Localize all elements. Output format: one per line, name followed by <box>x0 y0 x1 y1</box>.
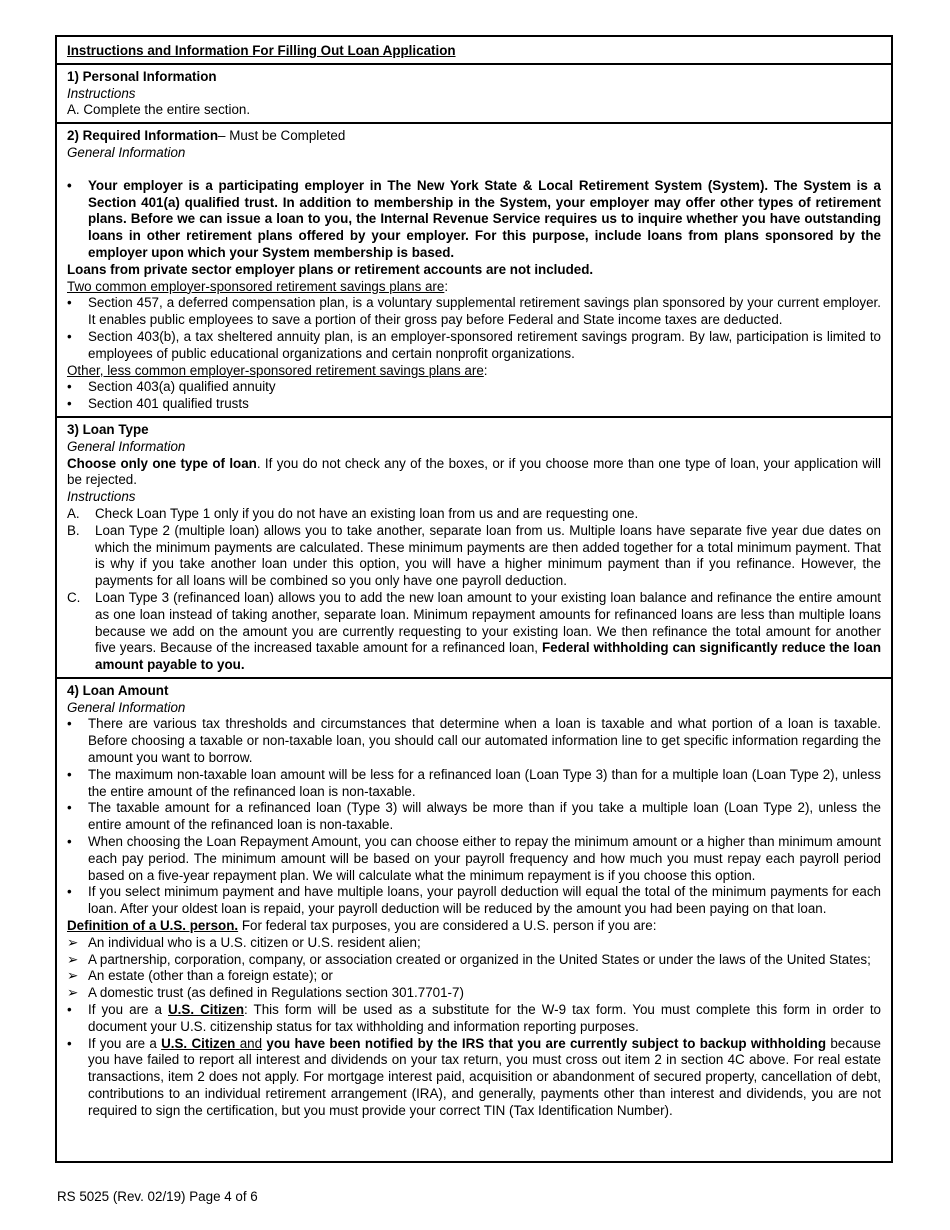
instructions-form <box>55 35 893 1163</box>
section-subheading: General Information <box>67 699 186 715</box>
section-loan-amount <box>57 679 891 1123</box>
section-required-information <box>57 124 891 418</box>
page-footer: RS 5025 (Rev. 02/19) Page 4 of 6 <box>57 1189 258 1204</box>
bullet-icon: • <box>67 766 72 782</box>
arrow-bullet-icon: ➢ <box>67 934 79 950</box>
list-item: • When choosing the Loan Repayment Amount, you can choose either to repay the minimum amount or a higher than minimum amount each pay period. The minimum amount will be based on your payroll frequency and how much you must repay each payroll period based on a five-year repayment plan. We will calculate what the minimum repayment is if you choose this option. <box>67 834 881 883</box>
page-title: Instructions and Information For Filling Out Loan Application <box>67 43 456 58</box>
section-heading: 2) Required Information– Must be Completed <box>67 128 346 144</box>
bullet-icon: • <box>67 177 72 193</box>
instructions-subheading: Instructions <box>67 489 136 505</box>
arrow-bullet-icon: ➢ <box>67 951 79 967</box>
list-item: ➢ An individual who is a U.S. citizen or U.S. resident alien; <box>67 934 421 950</box>
section-subheading: General Information <box>67 438 186 454</box>
arrow-bullet-icon: ➢ <box>67 968 79 984</box>
section-personal-information <box>57 65 891 124</box>
bullet-icon: • <box>67 328 72 344</box>
title-section <box>57 37 891 65</box>
list-item: • Your employer is a participating employer in The New York State & Local Retirement System (System). The System is a Section 401(a) qualified trust. In addition to membership in the System, your employer may offer other types of retirement plans. Before we can issue a loan to you, the Internal Revenue Service requires us to inquire whether you have outstanding loans in other retirement plans offered by your employer. For this purpose, include loans from plans sponsored by the employer upon which your System membership is based. <box>67 177 881 260</box>
list-item: • Section 403(a) qualified annuity <box>67 379 276 395</box>
bullet-icon: • <box>67 1035 72 1051</box>
list-item: ➢ A partnership, corporation, company, or association created or organized in the United States or under the laws of the United States; <box>67 951 871 967</box>
bullet-icon: • <box>67 1002 72 1018</box>
choose-one-notice: Choose only one type of loan. If you do not check any of the boxes, or if you choose more than one type of loan, your application will be rejected. <box>67 455 881 488</box>
list-item: ➢ A domestic trust (as defined in Regulations section 301.7701-7) <box>67 985 464 1001</box>
section-heading: 1) Personal Information <box>67 68 217 84</box>
other-plans-label: Other, less common employer-sponsored retirement savings plans are: <box>67 362 488 378</box>
bullet-icon: • <box>67 800 72 816</box>
list-item: A. Check Loan Type 1 only if you do not have an existing loan from us and are requesting one. <box>67 505 639 521</box>
section-heading: 3) Loan Type <box>67 421 149 437</box>
bullet-icon: • <box>67 884 72 900</box>
bullet-icon: • <box>67 295 72 311</box>
list-item: • If you are a U.S. Citizen and you have been notified by the IRS that you are currently subject to backup withholding because you have failed to report all interest and dividends on your tax return, you must cross out item 2 in section 4C above. For real estate transactions, item 2 does not apply. For mortgage interest paid, acquisition or abandonment of secured property, cancellation of debt, contributions to an individual retirement arrangement (IRA), and generally, payments other than interest and dividends, you are not required to sign the certification, but you must provide your correct TIN (Tax Identification Number). <box>67 1035 881 1118</box>
list-item: • Section 401 qualified trusts <box>67 396 249 412</box>
list-item: C. Loan Type 3 (refinanced loan) allows you to add the new loan amount to your existing loan balance and refinance the entire amount as one loan instead of taking another, separate loan. Minimum repayment amounts for refinanced loans are less than multiple loans because we add on the amount you are currently requesting to your existing loan. We then refinance the total amount for another five years. Because of the increased taxable amount for a refinanced loan, Federal withholding can significantly reduce the loan amount payable to you. <box>67 589 882 673</box>
list-item: • Section 457, a deferred compensation plan, is a voluntary supplemental retirement savings plan sponsored by your current employer. It enables public employees to save a portion of their gross pay before Federal and State income taxes are deducted. <box>67 295 881 328</box>
list-item: • If you select minimum payment and have multiple loans, your payroll deduction will equal the total of the minimum payments for each loan. After your oldest loan is repaid, your payroll deduction will be reduced by the amount you had been paying on that loan. <box>67 884 881 917</box>
section-heading: 4) Loan Amount <box>67 682 169 698</box>
list-item: B. Loan Type 2 (multiple loan) allows you to take another, separate loan from us. Multiple loans have separate five year due dates on which the minimum payments are calculated. These minimum payments are then added together for a total minimum payment. That is why if you take another loan under this option, you will have a higher minimum payment than if you refinance. However, the payments for all loans will be combined so you only have one payroll deduction. <box>67 522 881 589</box>
section-subheading: Instructions <box>67 85 136 101</box>
list-item: • If you are a U.S. Citizen: This form will be used as a substitute for the W-9 tax form. You must complete this form in order to document your U.S. citizenship status for tax withholding and information reporting purposes. <box>67 1002 882 1034</box>
arrow-bullet-icon: ➢ <box>67 985 79 1001</box>
list-item: • There are various tax thresholds and circumstances that determine when a loan is taxable and what portion of a loan is taxable. Before choosing a taxable or non-taxable loan, you should call our automated information line to get specific information regarding the amount you want to borrow. <box>67 716 881 766</box>
bullet-icon: • <box>67 834 72 850</box>
bullet-icon: • <box>67 379 72 395</box>
list-item: • Section 403(b), a tax sheltered annuity plan, is an employer-sponsored retirement savings program. By law, participation is limited to employees of public educational organizations and certain nonprofit organizations. <box>67 328 881 361</box>
section-loan-type <box>57 418 891 679</box>
us-person-definition: Definition of a U.S. person. For federal tax purposes, you are considered a U.S. person if you are: <box>67 918 657 934</box>
list-item: ➢ An estate (other than a foreign estate); or <box>67 968 333 984</box>
bullet-icon: • <box>67 716 72 732</box>
list-item: • The maximum non-taxable loan amount will be less for a refinanced loan (Loan Type 3) than for a multiple loan (Loan Type 2), unless the entire amount of the refinanced loan is non-taxable. <box>67 766 881 799</box>
section-subheading: General Information <box>67 144 186 160</box>
list-item: • The taxable amount for a refinanced loan (Type 3) will always be more than if you take a multiple loan (Loan Type 2), unless the entire amount of the refinanced loan is non-taxable. <box>67 800 881 833</box>
private-plans-note: Loans from private sector employer plans or retirement accounts are not included. <box>67 261 594 277</box>
common-plans-label: Two common employer-sponsored retirement savings plans are: <box>67 278 449 294</box>
bullet-icon: • <box>67 396 72 412</box>
instruction-text: A. Complete the entire section. <box>67 102 251 118</box>
